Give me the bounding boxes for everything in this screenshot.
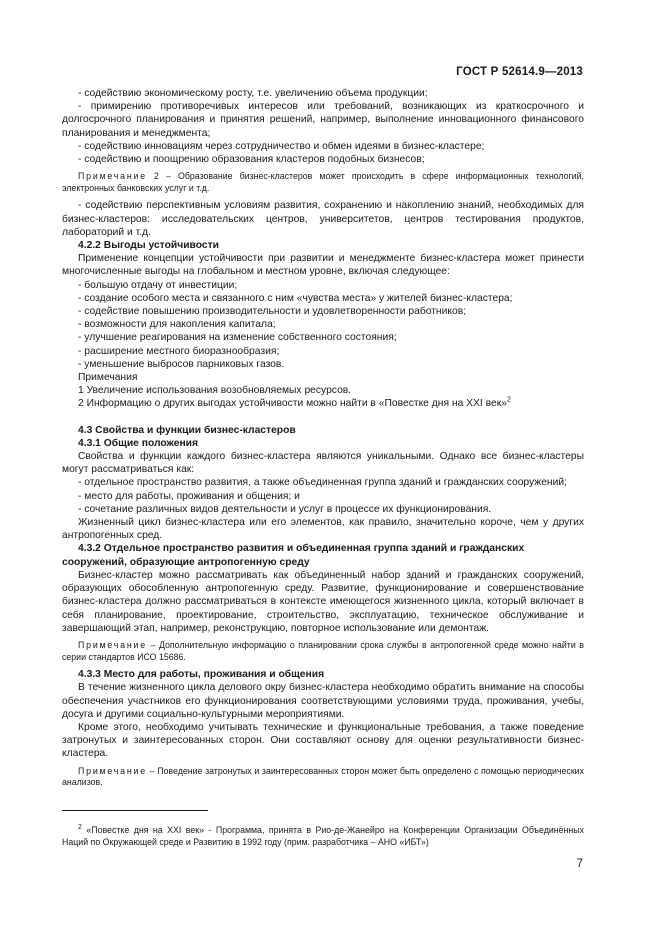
- footnote-text: «Повестке дня на XXI век» - Программа, принята в Рио-де-Жанейро на Конференции Организации Объединённых Наций по Окружающей среде и Развитию в 1992 году (прим. разработчика – АНО «ИБТ»): [62, 825, 584, 847]
- list-item: - улучшение реагирования на изменение собственного состояния;: [78, 332, 397, 344]
- note-text: 2 Информацию о других выгодах устойчивости можно найти в «Повестке дня на XXI век»: [78, 398, 507, 410]
- footnote-mark: 2: [78, 824, 82, 832]
- note-label: Примечание: [78, 639, 147, 650]
- list-item: - сочетание различных видов деятельности и услуг в процессе их функционирования.: [78, 503, 492, 515]
- note-label: Примечание: [78, 171, 147, 182]
- note-block: [62, 766, 584, 789]
- paragraph: - содействию перспективным условиям развития, сохранению и накоплению знаний, необходимых для бизнес-кластеров: исследовательских центров, университетов, центров тестирования продуктов, лабораторий и т.д.: [62, 200, 584, 238]
- paragraph: Жизненный цикл бизнес-кластера или его элементов, как правило, значительно короче, чем у других антропогенных сред.: [62, 517, 584, 542]
- paragraph: Бизнес-кластер можно рассматривать как объединенный набор зданий и гражданских сооружений, образующих обособленную антропогенную среду. Развитие, функционирование и совершенствование бизнес-кластера должно рассматриваться в контексте имеющегося жизненного цикла, который включает в себя планирование, проектирование, строительство, эксплуатацию, техническое обслуживание и завершающий этап, например, реконструкцию, повторное использование или демонтаж.: [62, 569, 584, 634]
- list-item: - содействию экономическому росту, т.е. увеличению объема продукции;: [78, 88, 428, 99]
- list-item: - создание особого места и связанного с ним «чувства места» у жителей бизнес-кластера;: [78, 292, 513, 304]
- subsection-heading: 4.3.1 Общие положения: [78, 437, 198, 449]
- note-text: – Дополнительную информацию о планировании срока службы в антропогенной среде можно найти в серии стандартов ИСО 15686.: [62, 639, 584, 662]
- list-item: - содействие повышению производительности и удовлетворенности работников;: [78, 306, 467, 318]
- list-item: - отдельное пространство развития, а также объединенная группа зданий и гражданских сооружений;: [78, 477, 567, 489]
- list-item: - расширение местного биоразнообразия;: [78, 345, 280, 357]
- notes-title: Примечания: [78, 372, 138, 384]
- note-block: [62, 171, 584, 194]
- section-heading: 4.3 Свойства и функции бизнес-кластеров: [78, 424, 296, 436]
- list-item: - уменьшение выбросов парниковых газов.: [78, 358, 285, 370]
- paragraph: Кроме этого, необходимо учитывать технические и функциональные требования, а также поведение затронутых и заинтересованных сторон. Они составляют основу для оценки результативности бизнес-кластера.: [62, 721, 584, 760]
- page-number: 7: [576, 858, 583, 870]
- list-item: - примирению противоречивых интересов или требований, возникающих из краткосрочного и долгосрочного планирования и принятия решений, например, выполнение инновационного финансового планирования и менеджмента;: [62, 101, 584, 139]
- document-body: [62, 87, 584, 794]
- note-label: Примечание: [78, 765, 147, 776]
- paragraph: Свойства и функции каждого бизнес-кластера являются уникальными. Однако все бизнес-кластеры могут рассматриваться как:: [62, 451, 584, 476]
- subsection-heading: 4.3.3 Место для работы, проживания и общения: [78, 669, 325, 681]
- footnote-ref: 2: [506, 397, 511, 405]
- note-block: [62, 640, 584, 663]
- paragraph: В течение жизненного цикла делового окру бизнес-кластера необходимо обратить внимание на способы обеспечения участников его функционирования соответствующими условиями труда, проживания, учебы, досуга и другими социально-культурными мероприятиями.: [62, 682, 584, 720]
- footnote: [62, 824, 584, 848]
- footnote-divider: [62, 810, 208, 811]
- list-item: - большую отдачу от инвестиции;: [78, 279, 238, 291]
- standard-header: ГОСТ Р 52614.9—2013: [456, 66, 583, 78]
- list-item: - место для работы, проживания и общения; и: [78, 490, 300, 502]
- list-item: - содействию инновациям через сотрудничество и обмен идеями в бизнес-кластере;: [78, 140, 485, 152]
- section-heading: 4.2.2 Выгоды устойчивости: [78, 240, 219, 252]
- note-item: [62, 397, 584, 410]
- note-text: – Поведение затронутых и заинтересованных сторон может быть определено с помощью периодических анализов.: [62, 765, 584, 788]
- note-item: 1 Увеличение использования возобновляемых ресурсов.: [78, 385, 352, 397]
- list-item: - возможности для накопления капитала;: [78, 319, 276, 331]
- subsection-heading: 4.3.2 Отдельное пространство развития и объединенная группа зданий и гражданских сооружений, образующие антропогенную среду: [62, 543, 525, 568]
- list-item: - содействию и поощрению образования кластеров подобных бизнесов;: [78, 154, 425, 166]
- note-text: 2 – Образование бизнес-кластеров может происходить в сфере информационных технологий, электронных банковских услуг и т.д.: [62, 171, 584, 193]
- paragraph: Применение концепции устойчивости при развитии и менеджменте бизнес-кластера может принести многочисленные выгоды на глобальном и местном уровне, включая следующее:: [62, 253, 584, 278]
